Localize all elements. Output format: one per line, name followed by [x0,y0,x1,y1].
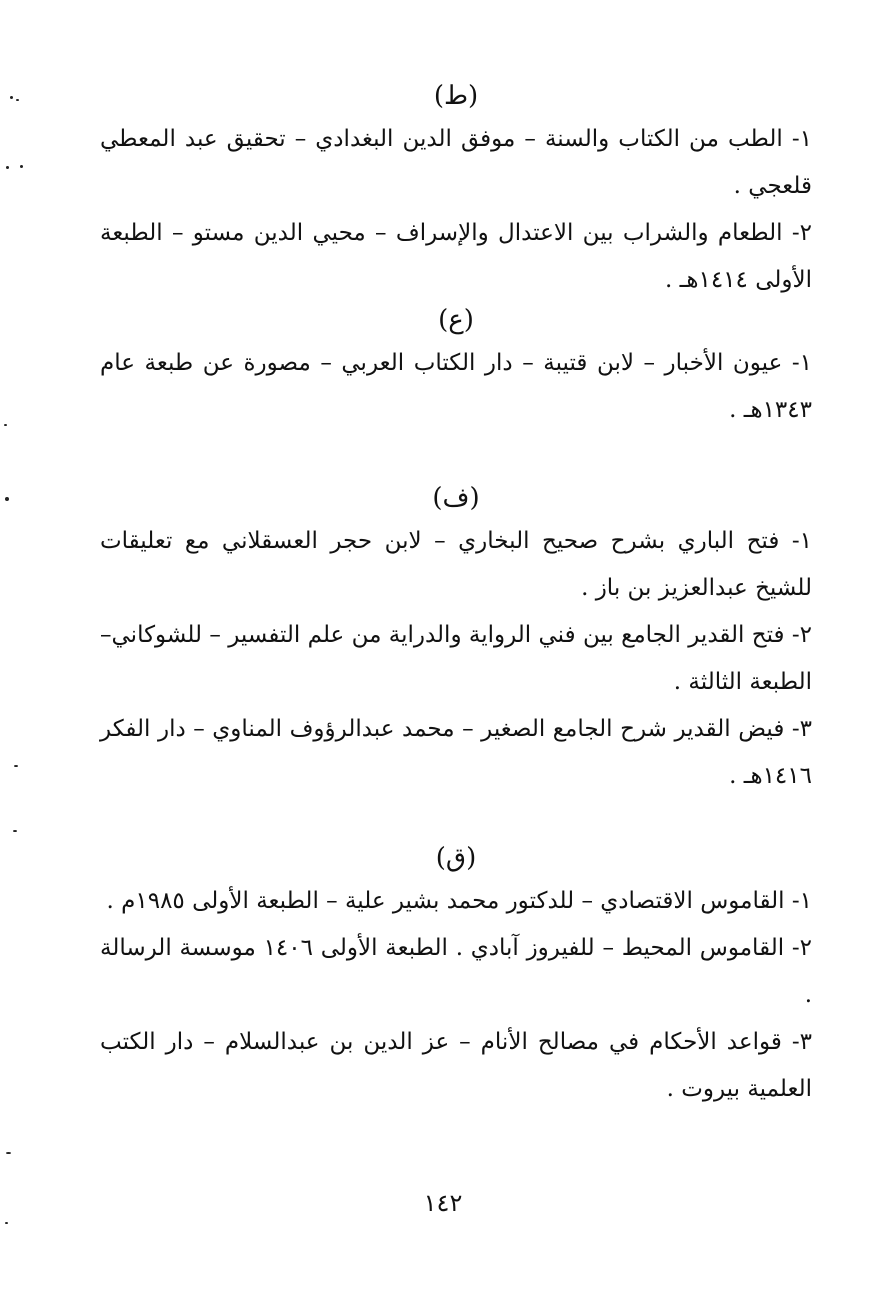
section-heading: (ف) [432,483,480,513]
section-qaf [100,838,812,1113]
scan-speck [10,96,13,99]
section-heading: (ق) [435,843,477,873]
scan-speck [5,497,9,501]
reference-entry: ١- عيون الأخبار – لابن قتيبة – دار الكتاب العربي – مصورة عن طبعة عام ١٣٤٣هـ . [100,350,812,423]
scan-speck [6,1152,11,1154]
page-number: ١٤٢ [423,1189,463,1217]
reference-entry: ١- القاموس الاقتصادي – للدكتور محمد بشير علية – الطبعة الأولى ١٩٨٥م . [106,888,812,914]
scan-speck [5,1222,8,1224]
section-heading: (ع) [438,305,474,335]
section-ta [100,76,812,304]
scan-speck [16,99,19,101]
reference-entry: ٢- القاموس المحيط – للفيروز آبادي . الطبعة الأولى ١٤٠٦ موسسة الرسالة . [100,935,812,1008]
reference-entry: ٢- فتح القدير الجامع بين فني الرواية والدراية من علم التفسير – للشوكاني– الطبعة الثالثة . [100,622,812,695]
section-ain [100,300,812,434]
scan-speck [13,830,17,832]
reference-entry: ٣- فيض القدير شرح الجامع الصغير – محمد عبدالرؤوف المناوي – دار الفكر ١٤١٦هـ . [100,716,812,789]
reference-entry: ١- الطب من الكتاب والسنة – موفق الدين البغدادي – تحقيق عبد المعطي قلعجي . [100,126,812,199]
reference-entry: ٢- الطعام والشراب بين الاعتدال والإسراف – محيي الدين مستو – الطبعة الأولى ١٤١٤هـ . [100,220,812,293]
reference-entry: ١- فتح الباري بشرح صحيح البخاري – لابن حجر العسقلاني مع تعليقات للشيخ عبدالعزيز بن باز . [100,528,812,601]
scan-speck [4,424,7,426]
section-heading: (ط) [433,81,479,111]
scan-speck [6,166,9,169]
scan-speck [20,165,23,168]
reference-entry: ٣- قواعد الأحكام في مصالح الأنام – عز الدين بن عبدالسلام – دار الكتب العلمية بيروت . [100,1029,812,1102]
scan-speck [14,765,18,767]
section-fa [100,478,812,800]
